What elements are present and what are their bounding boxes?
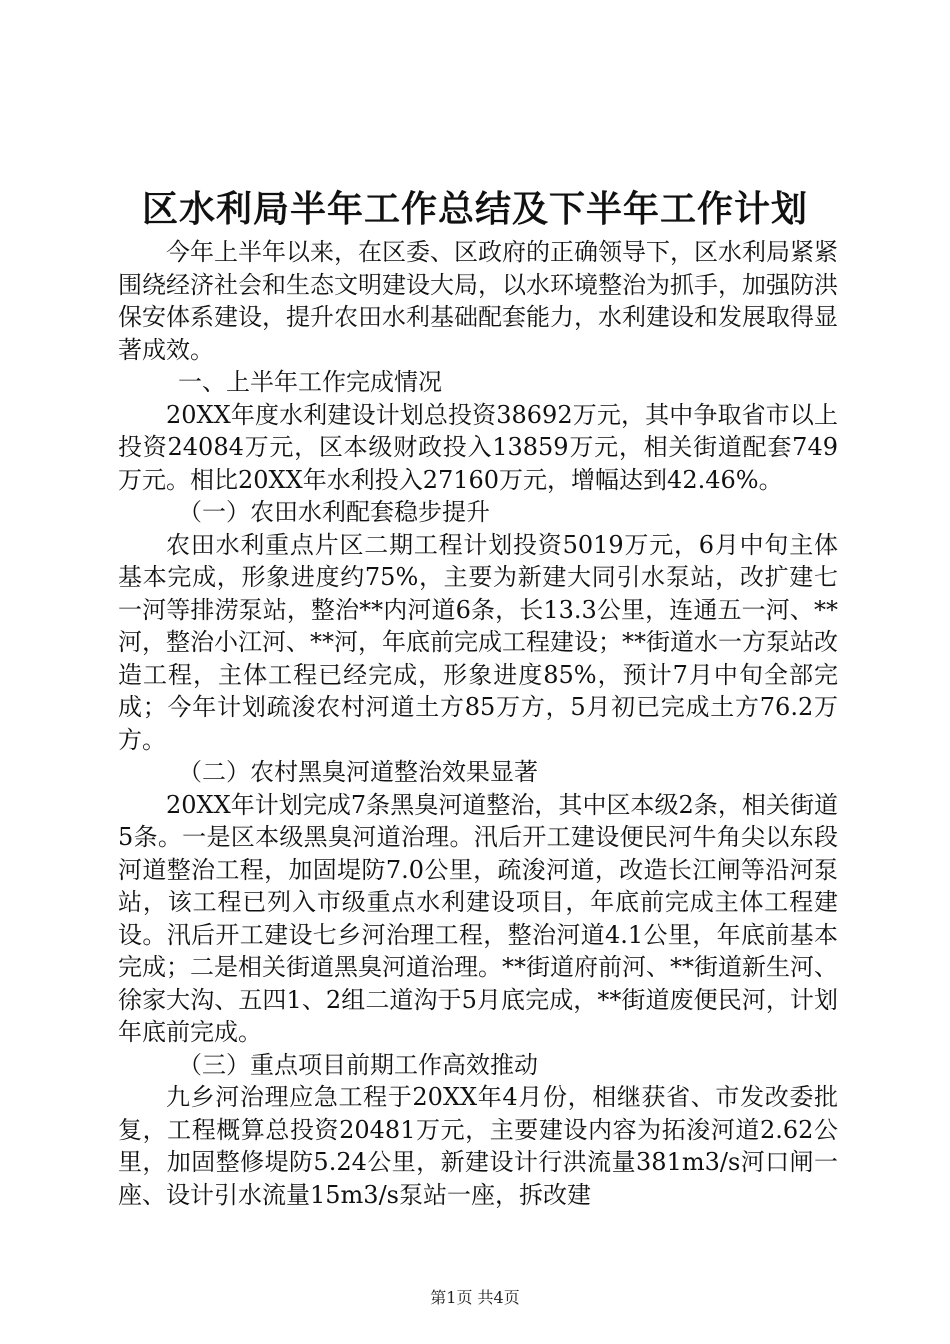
section-heading-1: 一、上半年工作完成情况: [178, 368, 442, 396]
section-paragraph-1: 20XX年度水利建设计划总投资38692万元，其中争取省市以上投资24084万元，区本级财政投入13859万元，相关街道配套749万元。相比20XX年水利投入27160万元，增幅达到42.46%。: [118, 400, 838, 494]
subsection-heading-1: （一）农田水利配套稳步提升: [178, 498, 490, 526]
document-title: 区水利局半年工作总结及下半年工作计划: [141, 188, 808, 230]
subsection-heading-3: （三）重点项目前期工作高效推动: [178, 1050, 538, 1079]
subsection-paragraph-1: 农田水利重点片区二期工程计划投资5019万元，6月中旬主体基本完成，形象进度约75%，主要为新建大同引水泵站，改扩建七一河等排涝泵站，整治**内河道6条，长13.3公里，连通五一河、**河，整治小江河、**河，年底前完成工程建设；**街道水一方泵站改造工程，主体工程已经完成，形象进度85%，预计7月中旬全部完成；今年计划疏浚农村河道土方85万方，5月初已完成土方76.2万方。: [118, 530, 838, 754]
document-body: [118, 236, 838, 1211]
page-number-footer: 第1页 共4页: [430, 1288, 520, 1307]
subsection-paragraph-3: 九乡河治理应急工程于20XX年4月份，相继获省、市发改委批复，工程概算总投资20481万元，主要建设内容为拓浚河道2.62公里，加固整修堤防5.24公里，新建设计行洪流量381m3/s河口闸一座、设计引水流量15m3/s泵站一座，拆改建: [118, 1083, 838, 1209]
intro-paragraph: 今年上半年以来，在区委、区政府的正确领导下，区水利局紧紧围绕经济社会和生态文明建设大局，以水环境整治为抓手，加强防洪保安体系建设，提升农田水利基础配套能力，水利建设和发展取得显著成效。: [118, 238, 838, 364]
subsection-paragraph-2: 20XX年计划完成7条黑臭河道整治，其中区本级2条，相关街道5条。一是区本级黑臭河道治理。汛后开工建设便民河牛角尖以东段河道整治工程，加固堤防7.0公里，疏浚河道，改造长江闸等沿河泵站，该工程已列入市级重点水利建设项目，年底前完成主体工程建设。汛后开工建设七乡河治理工程，整治河道4.1公里，年底前基本完成；二是相关街道黑臭河道治理。**街道府前河、**街道新生河、徐家大沟、五四1、2组二道沟于5月底完成，**街道废便民河，计划年底前完成。: [118, 790, 838, 1046]
subsection-heading-2: （二）农村黑臭河道整治效果显著: [178, 758, 538, 786]
